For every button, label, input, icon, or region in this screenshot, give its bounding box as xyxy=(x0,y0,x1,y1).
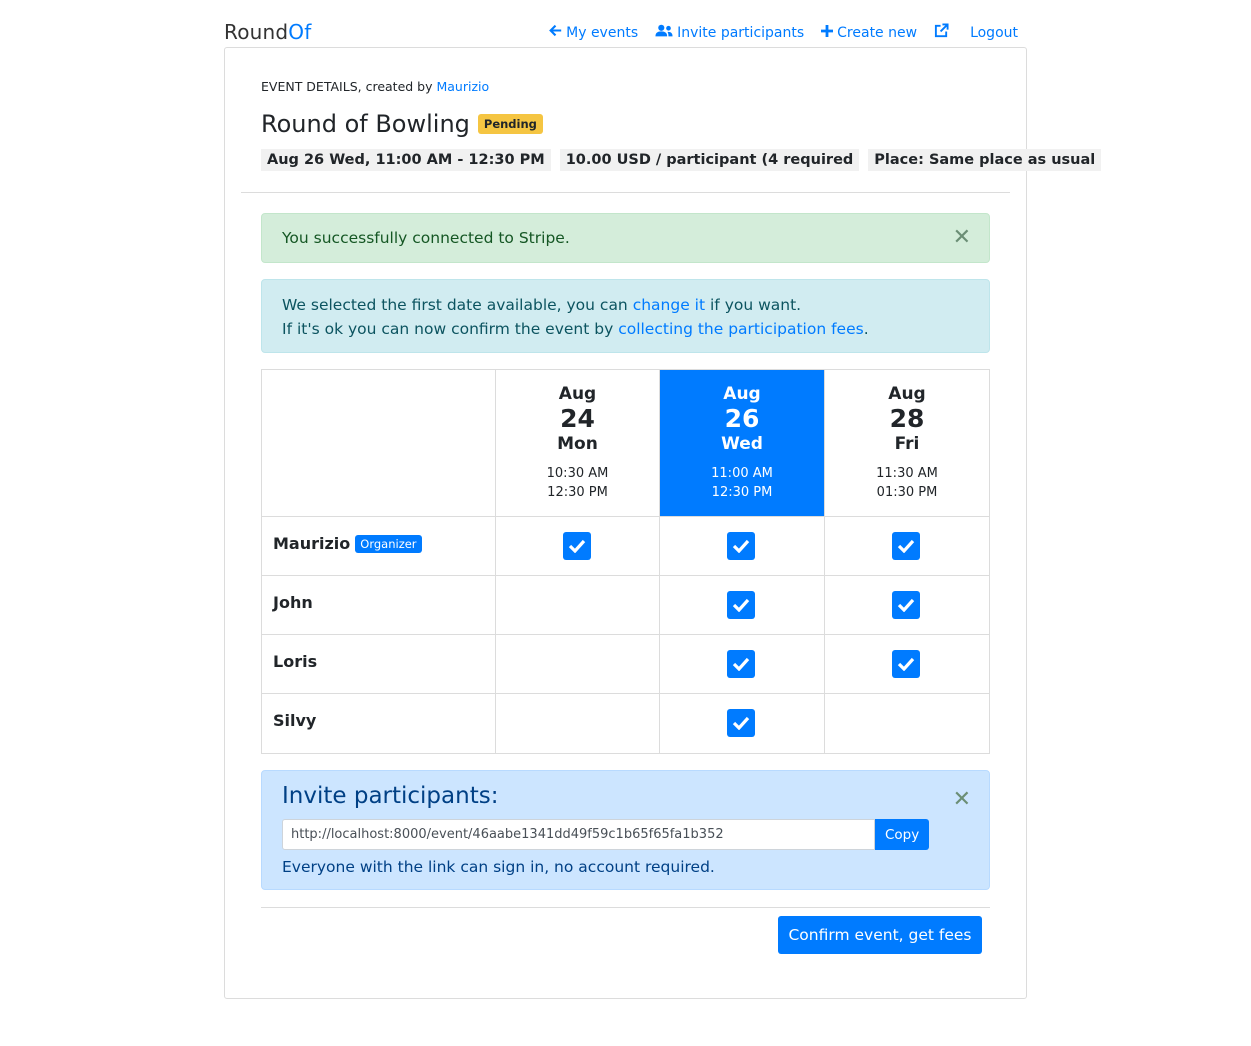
info-line-2-pre: If it's ok you can now confirm the event by xyxy=(282,320,614,338)
external-link-icon xyxy=(934,23,949,42)
footer-divider xyxy=(261,907,990,908)
info-line-1-post: if you want. xyxy=(710,296,802,314)
my-events-link[interactable] xyxy=(549,24,638,41)
success-alert-text: You successfully connected to Stripe. xyxy=(282,229,570,247)
plus-icon xyxy=(821,25,833,41)
availability-checkbox[interactable] xyxy=(892,650,920,678)
check-icon xyxy=(897,598,915,612)
create-new-link[interactable] xyxy=(821,25,917,41)
date-start-time: 11:00 AM xyxy=(711,466,773,481)
organizer-badge: Organizer xyxy=(355,535,421,553)
event-info-chips xyxy=(261,149,1110,171)
close-icon[interactable]: ✕ xyxy=(952,787,971,812)
event-title: Round of Bowling xyxy=(261,110,470,138)
row-divider xyxy=(262,693,989,694)
date-weekday: Fri xyxy=(894,434,920,454)
event-title-row xyxy=(261,110,543,138)
availability-checkbox[interactable] xyxy=(727,532,755,560)
invite-alert xyxy=(261,770,990,890)
availability-checkbox[interactable] xyxy=(563,532,591,560)
users-icon xyxy=(655,24,673,41)
info-line-1-pre: We selected the first date available, you can xyxy=(282,296,628,314)
event-details-header xyxy=(261,79,489,94)
date-month: Aug xyxy=(723,384,761,404)
nav-links xyxy=(532,23,1018,42)
date-day: 28 xyxy=(889,404,925,433)
check-icon xyxy=(732,716,750,730)
date-day: 24 xyxy=(560,404,595,433)
invite-title: Invite participants: xyxy=(282,783,499,809)
confirm-event-button[interactable]: Confirm event, get fees xyxy=(778,916,982,954)
invite-participants-label: Invite participants xyxy=(677,24,805,41)
date-day: 26 xyxy=(724,404,760,433)
participant-row-loris xyxy=(273,652,317,671)
logo-round: Round xyxy=(224,20,289,44)
event-card xyxy=(224,47,1096,999)
info-line-1 xyxy=(282,293,969,317)
date-column-1 xyxy=(495,370,659,753)
my-events-label: My events xyxy=(566,24,639,41)
row-divider xyxy=(262,516,989,517)
availability-checkbox[interactable] xyxy=(727,650,755,678)
created-prefix: EVENT DETAILS, created by xyxy=(261,79,433,94)
date-column-2 xyxy=(659,370,824,753)
date-start-time: 10:30 AM xyxy=(546,466,609,481)
participant-name: John xyxy=(273,593,313,612)
collect-fees-link[interactable]: collecting the participation fees xyxy=(618,320,864,338)
arrow-left-icon xyxy=(549,24,562,41)
invite-participants-link[interactable] xyxy=(655,24,804,41)
participant-name: Silvy xyxy=(273,711,317,730)
date-start-time: 11:30 AM xyxy=(876,466,938,481)
date-month: Aug xyxy=(558,384,597,404)
date-chip: Aug 26 Wed, 11:00 AM - 12:30 PM xyxy=(261,149,551,171)
availability-checkbox[interactable] xyxy=(892,532,920,560)
participant-name: Loris xyxy=(273,652,318,671)
date-header-1[interactable] xyxy=(496,370,659,517)
success-alert xyxy=(261,213,990,263)
invite-link-input[interactable]: http://localhost:8000/event/46aabe1341dd49f59c1b65f65fa1b352 xyxy=(282,819,875,850)
header-divider xyxy=(241,192,1010,193)
check-icon xyxy=(732,539,750,553)
fee-chip: 10.00 USD / participant (4 required xyxy=(560,149,860,171)
logout-link[interactable] xyxy=(970,25,1018,41)
info-alert xyxy=(261,279,990,353)
status-badge: Pending xyxy=(478,114,543,134)
row-divider xyxy=(262,634,989,635)
change-date-link[interactable]: change it xyxy=(632,296,706,314)
date-weekday: Mon xyxy=(557,434,598,454)
logout-label: Logout xyxy=(970,24,1018,41)
date-month: Aug xyxy=(888,384,926,404)
logo-of: Of xyxy=(288,20,312,44)
availability-checkbox[interactable] xyxy=(892,591,920,619)
date-end-time: 01:30 PM xyxy=(876,485,938,500)
top-navbar xyxy=(224,18,1027,46)
availability-checkbox[interactable] xyxy=(727,591,755,619)
check-icon xyxy=(897,657,915,671)
close-icon[interactable]: ✕ xyxy=(952,225,971,250)
invite-link-group xyxy=(282,819,929,850)
check-icon xyxy=(568,539,586,553)
invite-note: Everyone with the link can sign in, no account required. xyxy=(282,858,715,876)
copy-button[interactable]: Copy xyxy=(875,819,929,850)
participant-name: Maurizio xyxy=(273,534,351,553)
participant-row-maurizio xyxy=(273,534,422,553)
check-icon xyxy=(732,657,750,671)
date-column-3 xyxy=(824,370,989,753)
info-line-2-post: . xyxy=(863,320,869,338)
logo[interactable] xyxy=(224,20,311,44)
place-chip: Place: Same place as usual xyxy=(868,149,1101,171)
check-icon xyxy=(897,539,915,553)
date-end-time: 12:30 PM xyxy=(547,485,608,500)
date-weekday: Wed xyxy=(721,434,763,454)
row-divider xyxy=(262,575,989,576)
availability-grid xyxy=(261,369,990,754)
creator-link[interactable]: Maurizio xyxy=(436,79,490,94)
check-icon xyxy=(732,598,750,612)
info-line-2 xyxy=(282,317,969,341)
date-header-2-selected[interactable] xyxy=(660,370,824,517)
participant-row-john xyxy=(273,593,313,612)
date-header-3[interactable] xyxy=(825,370,989,517)
external-link[interactable] xyxy=(934,23,953,42)
create-new-label: Create new xyxy=(837,24,918,41)
date-end-time: 12:30 PM xyxy=(711,485,773,500)
availability-checkbox[interactable] xyxy=(727,709,755,737)
participant-row-silvy xyxy=(273,711,316,730)
